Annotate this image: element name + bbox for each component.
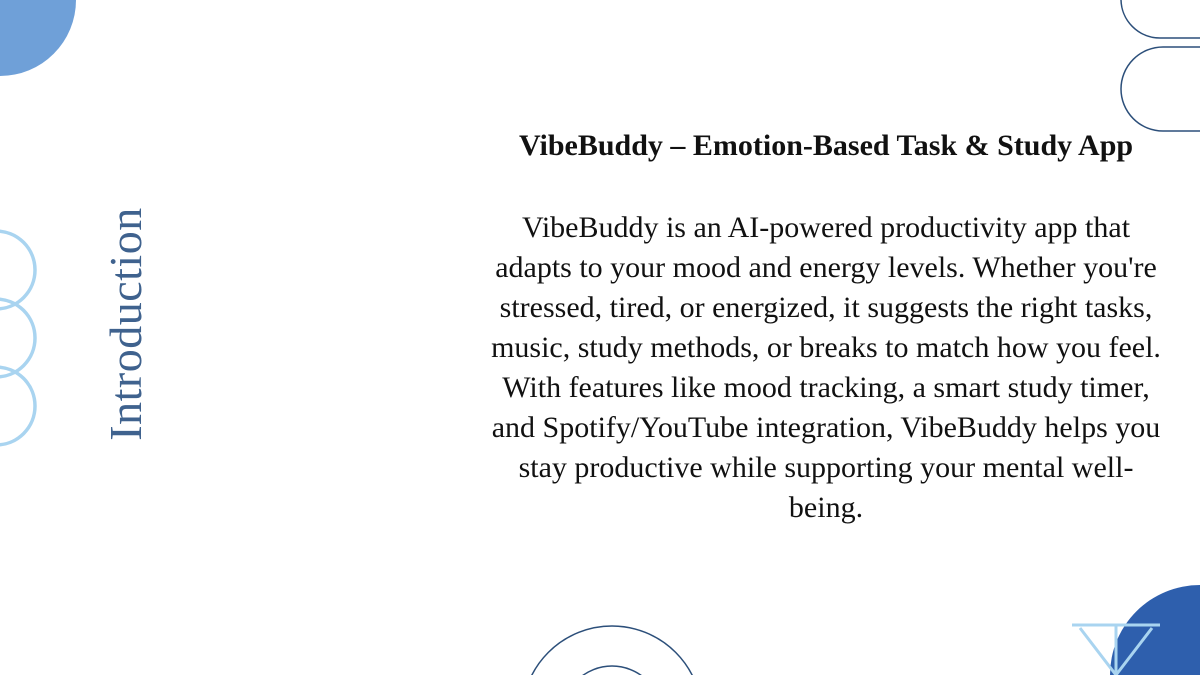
bottom-right-circle-shape [1110, 585, 1200, 675]
left-ring-shape-3 [0, 367, 35, 445]
left-ring-shape-2 [0, 299, 35, 377]
body-paragraph: VibeBuddy is an AI-powered productivity app that adapts to your mood and energy levels. Whether you're stressed, tired, or energized, it suggests the right tasks, music, study methods, or breaks to match how you feel. With features like mood tracking, a smart study timer, and Spotify/YouTube integration, VibeBuddy helps you stay productive while supporting your mental well-being. [491, 211, 1161, 524]
spacer [478, 168, 1174, 208]
top-left-circle-shape [0, 0, 76, 76]
section-title: Introduction [100, 207, 151, 441]
bottom-arc-shape-inner [562, 666, 662, 675]
left-ring-shape-1 [0, 231, 35, 309]
content-block [478, 124, 1174, 528]
bottom-arc-shape-outer [522, 626, 702, 675]
slide-heading: VibeBuddy – Emotion-Based Task & Study App [518, 129, 1134, 162]
top-right-capsule-shape-1 [1121, 0, 1200, 38]
top-right-capsule-shape-2 [1121, 47, 1200, 131]
